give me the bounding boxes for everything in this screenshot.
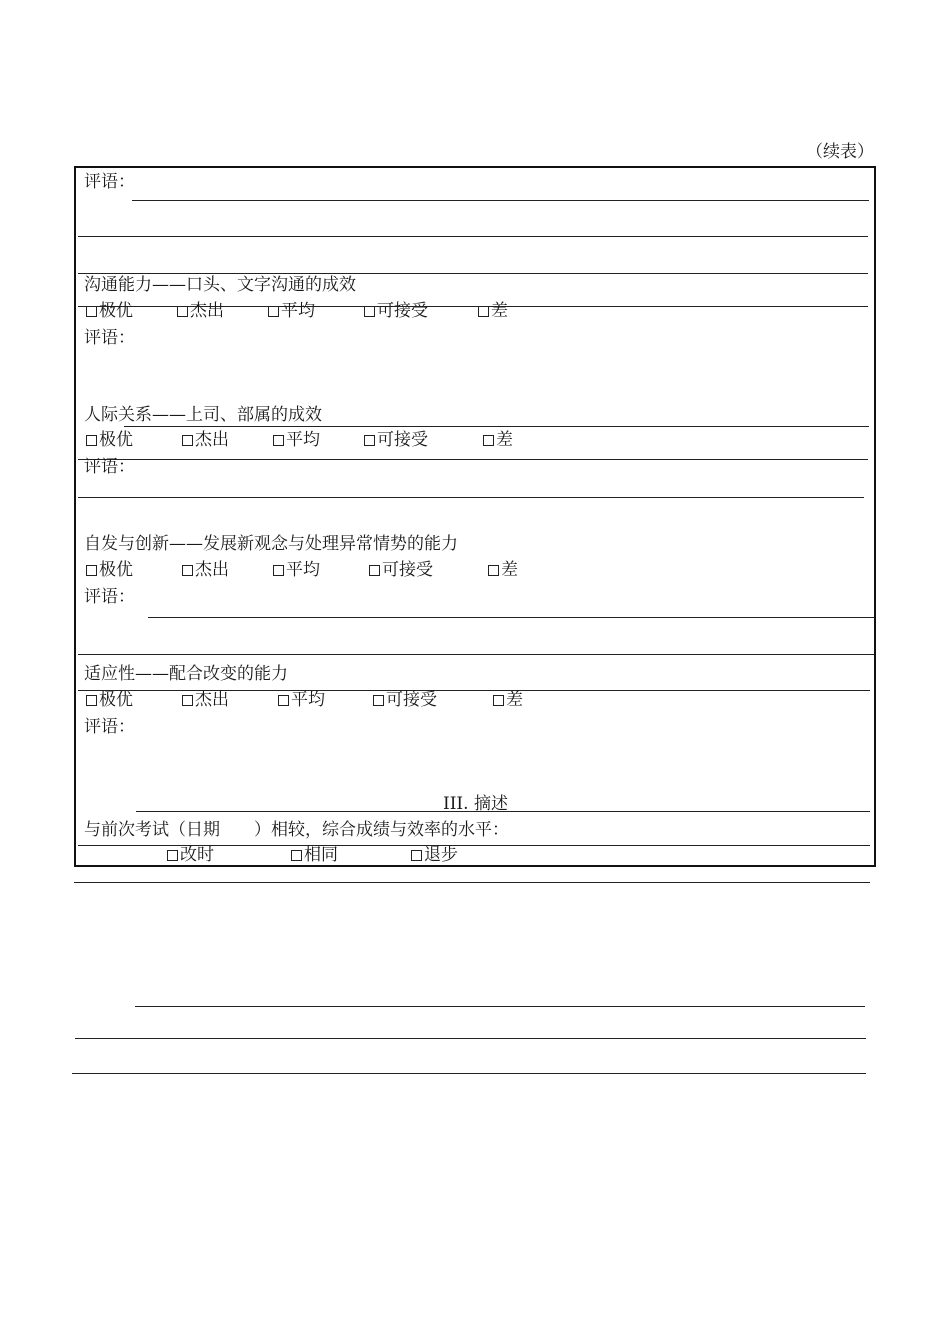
rating-option-excellent[interactable]: 极优	[86, 430, 133, 450]
comment-line[interactable]	[78, 273, 868, 274]
comment-line[interactable]	[148, 617, 874, 618]
rating-option-excellent[interactable]: 极优	[86, 301, 133, 321]
checkbox-icon[interactable]	[86, 695, 97, 706]
checkbox-icon[interactable]	[86, 306, 97, 317]
summary-option-same[interactable]: 相同	[291, 845, 338, 865]
comment-label: 评语：	[84, 587, 135, 607]
continued-label: （续表）	[806, 142, 874, 162]
rating-option-outstanding[interactable]: 杰出	[177, 301, 224, 321]
rating-option-excellent[interactable]: 极优	[86, 690, 133, 710]
divider-line	[124, 426, 869, 427]
checkbox-icon[interactable]	[273, 565, 284, 576]
rating-option-excellent[interactable]: 极优	[86, 560, 133, 580]
checkbox-icon[interactable]	[411, 850, 422, 861]
rating-option-average[interactable]: 平均	[273, 430, 320, 450]
rating-option-acceptable[interactable]: 可接受	[373, 690, 437, 710]
comment-line[interactable]	[78, 236, 868, 237]
rating-option-acceptable[interactable]: 可接受	[364, 430, 428, 450]
comment-label: 评语：	[84, 328, 135, 348]
rating-option-poor[interactable]: 差	[493, 690, 523, 710]
rating-option-poor[interactable]: 差	[488, 560, 518, 580]
checkbox-icon[interactable]	[182, 695, 193, 706]
divider-line	[136, 811, 870, 812]
rating-option-average[interactable]: 平均	[273, 560, 320, 580]
rating-option-poor[interactable]: 差	[483, 430, 513, 450]
writing-line[interactable]	[72, 1073, 866, 1074]
comment-line[interactable]	[78, 654, 874, 655]
section-title-initiative: 自发与创新——发展新观念与处理异常情势的能力	[84, 534, 458, 554]
rating-option-outstanding[interactable]: 杰出	[182, 430, 229, 450]
writing-line[interactable]	[74, 882, 870, 883]
checkbox-icon[interactable]	[182, 565, 193, 576]
section-title-interpersonal: 人际关系——上司、部属的成效	[84, 405, 322, 425]
checkbox-icon[interactable]	[488, 565, 499, 576]
checkbox-icon[interactable]	[273, 435, 284, 446]
summary-option-regressed[interactable]: 退步	[411, 845, 458, 865]
checkbox-icon[interactable]	[167, 850, 178, 861]
rating-option-acceptable[interactable]: 可接受	[369, 560, 433, 580]
comment-label: 评语：	[84, 717, 135, 737]
checkbox-icon[interactable]	[373, 695, 384, 706]
evaluation-form-frame	[74, 166, 876, 867]
comment-label: 评语：	[84, 172, 135, 192]
checkbox-icon[interactable]	[369, 565, 380, 576]
comparison-prompt: 与前次考试（日期 ）相较，综合成绩与效率的水平：	[84, 820, 509, 840]
checkbox-icon[interactable]	[291, 850, 302, 861]
rating-option-poor[interactable]: 差	[478, 301, 508, 321]
checkbox-icon[interactable]	[483, 435, 494, 446]
comment-label: 评语：	[84, 457, 135, 477]
comment-line[interactable]	[132, 200, 869, 201]
checkbox-icon[interactable]	[493, 695, 504, 706]
checkbox-icon[interactable]	[86, 565, 97, 576]
comment-line[interactable]	[78, 497, 864, 498]
checkbox-icon[interactable]	[182, 435, 193, 446]
checkbox-icon[interactable]	[86, 435, 97, 446]
rating-option-outstanding[interactable]: 杰出	[182, 560, 229, 580]
section-title-communication: 沟通能力——口头、文字沟通的成效	[84, 275, 356, 295]
summary-heading: III. 摘述	[443, 794, 508, 814]
writing-line[interactable]	[75, 1038, 866, 1039]
divider-line	[78, 459, 868, 460]
rating-option-average[interactable]: 平均	[268, 301, 315, 321]
checkbox-icon[interactable]	[268, 306, 279, 317]
checkbox-icon[interactable]	[364, 435, 375, 446]
section-title-adaptability: 适应性——配合改变的能力	[84, 664, 288, 684]
checkbox-icon[interactable]	[364, 306, 375, 317]
writing-line[interactable]	[135, 1006, 865, 1007]
rating-option-acceptable[interactable]: 可接受	[364, 301, 428, 321]
checkbox-icon[interactable]	[177, 306, 188, 317]
checkbox-icon[interactable]	[478, 306, 489, 317]
rating-option-average[interactable]: 平均	[278, 690, 325, 710]
summary-option-changed[interactable]: 改时	[167, 845, 214, 865]
rating-option-outstanding[interactable]: 杰出	[182, 690, 229, 710]
checkbox-icon[interactable]	[278, 695, 289, 706]
